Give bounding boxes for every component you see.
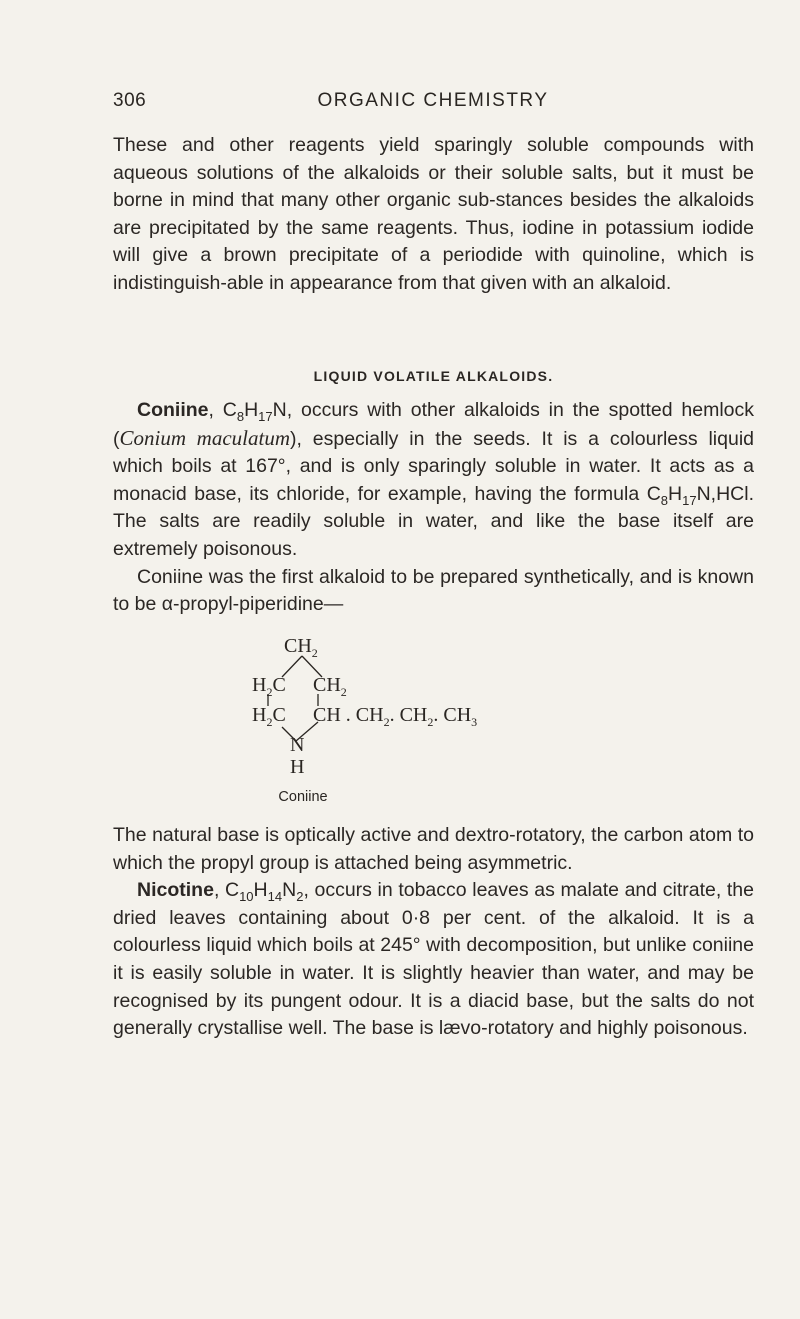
optical-activity-paragraph: The natural base is optically active and dextro-rotatory, the carbon atom to which the propyl group is attached being asymmetric. <box>113 824 754 874</box>
coniine-structure <box>252 635 592 805</box>
nicotine-formula: $C_{10}H_{14}N_2$ <box>224 879 304 905</box>
nitrogen-atom: N <box>290 734 305 756</box>
running-head <box>113 90 753 120</box>
nicotine-term: Nicotine <box>137 879 214 902</box>
structure-caption: Coniine <box>278 789 328 805</box>
section-heading: LIQUID VOLATILE ALKALOIDS. <box>313 368 554 384</box>
coniine-formula: $C_8H_{17}N$ <box>222 399 287 424</box>
nicotine-paragraph: Nicotine, $C_{10}H_{14}N_2$, occurs in tobacco leaves as malate and citrate, the dried leaves containing about 0·8 per cent. of the alkaloid. It is a colourless liquid which boils at 245° with decomposition, but unlike coniine it is easily soluble in water. It is slightly heavier than water, and may be recognised by its pungent odour. It is a diacid base, but the salts do not generally crystallise well. The base is lævo-rotatory and highly poisonous. <box>113 879 754 1040</box>
hydrogen-atom: H <box>290 756 305 778</box>
coniine-paragraph: Coniine, $C_8H_{17}N$, occurs with other alkaloids in the spotted hemlock (Conium maculatum), especially in the seeds. It is a colourless liquid which boils at 167°, and is only sparingly soluble in water. It acts as a monacid base, its chloride, for example, having the formula $C_8H_{17}N,HCl$. The salts are readily soluble in water, and like the base itself are extremely poisonous. <box>113 399 755 560</box>
coniine-term: Coniine <box>137 399 209 421</box>
page-title: ORGANIC CHEMISTRY <box>317 90 549 111</box>
h2c-lower: $H_2C$ <box>252 704 286 729</box>
chloride-formula: $C_8H_{17}N,HCl$ <box>646 482 749 508</box>
ch2-upper-right: $CH_2$ <box>313 674 347 699</box>
ch-propyl-chain: CH . $CH_2$. $CH_2$. $CH_3$ <box>313 704 478 729</box>
ch2-top: $CH_2$ <box>284 635 318 660</box>
after-structure-block <box>113 822 754 1043</box>
page-number: 306 <box>113 90 147 111</box>
intro-paragraph: These and other reagents yield sparingly soluble compounds with aqueous solutions of the alkaloids or their soluble salts, but it must be borne in mind that many other organic sub-stances besides the alkaloids are precipitated by the same reagents. Thus, iodine in potassium iodide will give a brown precipitate of a periodide with quinoline, which is indistinguish-able in appearance from that given with an alkaloid. <box>113 134 754 294</box>
intro-block <box>113 132 754 298</box>
species-name: Conium maculatum <box>119 425 291 450</box>
coniine-block <box>113 397 754 619</box>
synthesis-paragraph: Coniine was the first alkaloid to be prepared synthetically, and is known to be α-propyl-piperidine— <box>113 565 754 616</box>
h2c-upper: $H_2C$ <box>252 674 286 699</box>
